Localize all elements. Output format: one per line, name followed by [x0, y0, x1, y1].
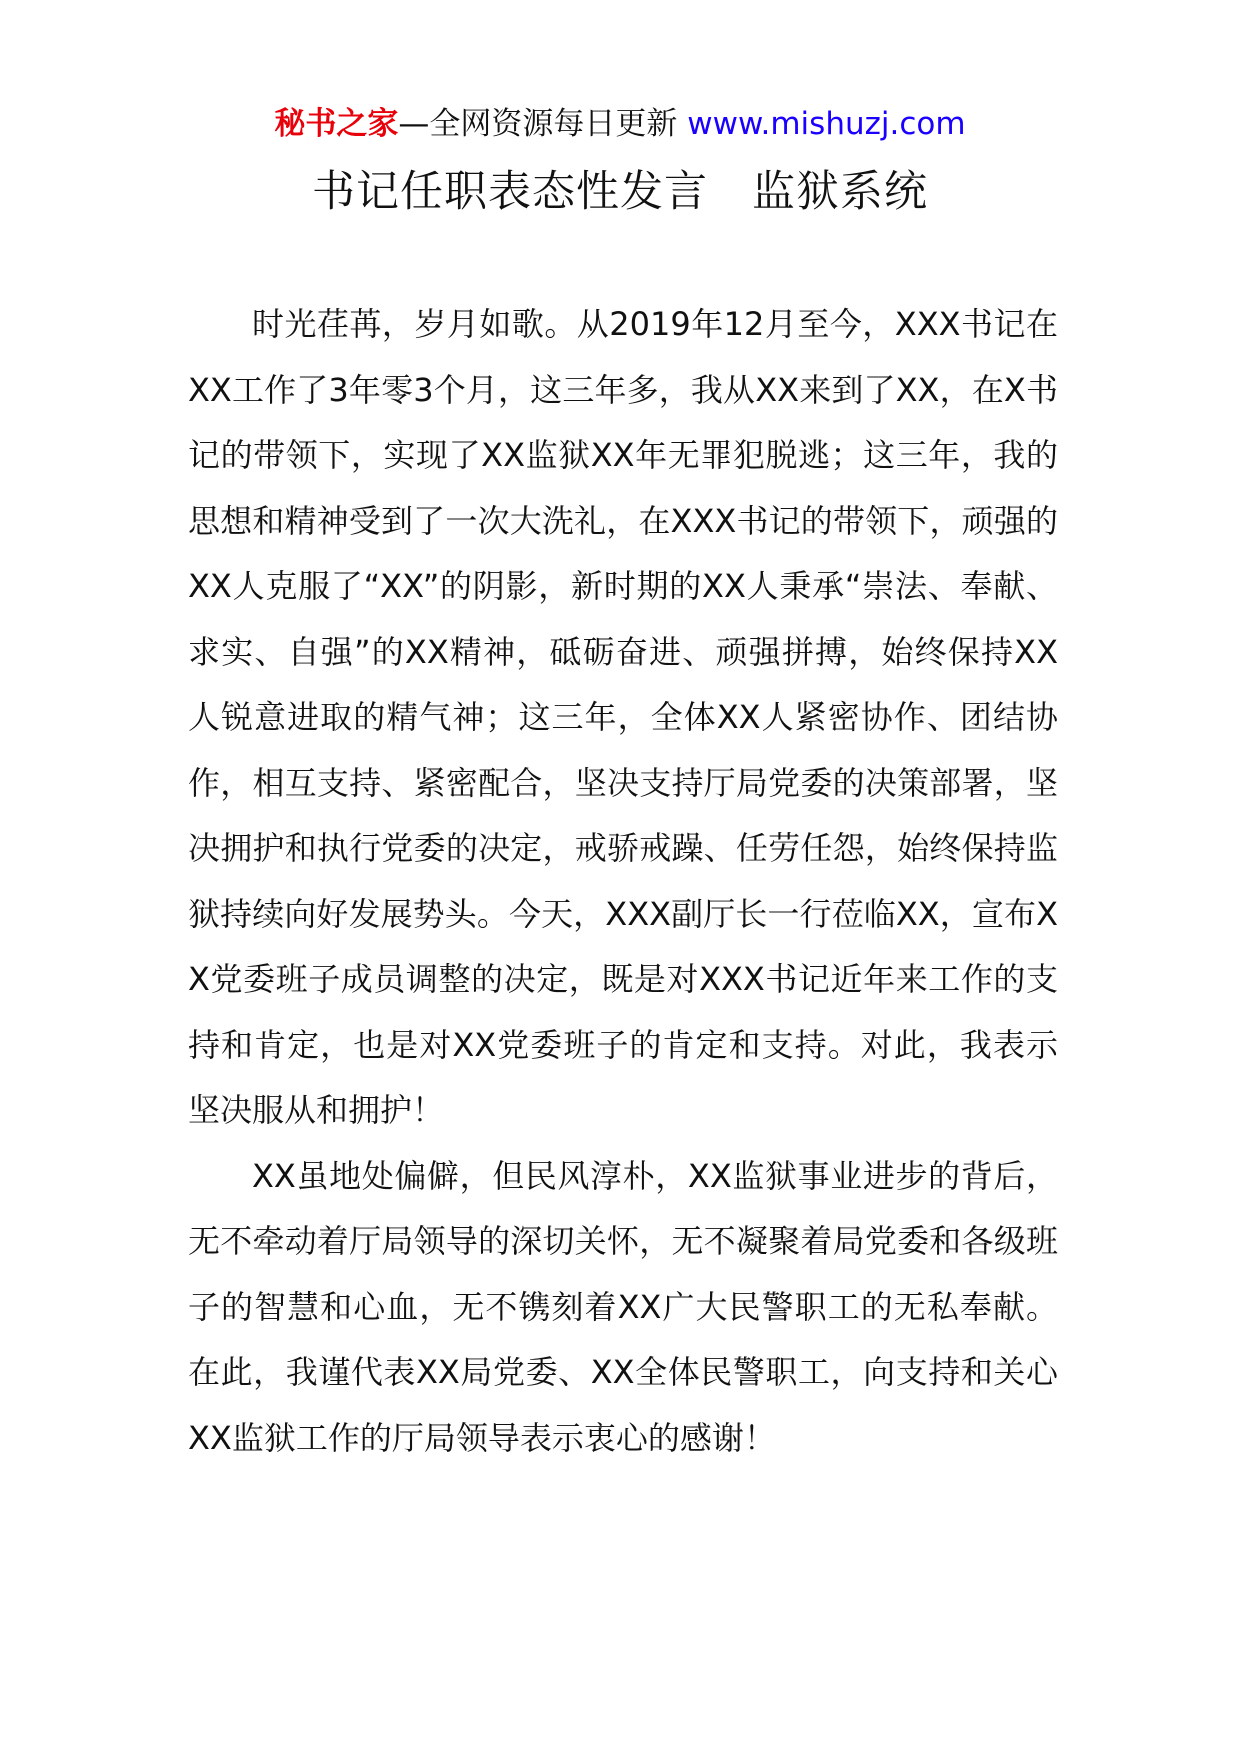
paragraph-1: 时光荏苒，岁月如歌。从2019年12月至今，XXX书记在XX工作了3年零3个月，这三年多，我从XX来到了XX，在X书记的带领下，实现了XX监狱XX年无罪犯脱逃；这三年，我的思想和精神受到了一次大洗礼，在XXX书记的带领下，顽强的XX人克服了“XX”的阴影，新时期的XX人秉承“崇法、奉献、求实、自强”的XX精神，砥砺奋进、顽强拼搏，始终保持XX人锐意进取的精气神；这三年，全体XX人紧密协作、团结协作，相互支持、紧密配合，坚决支持厅局党委的决策部署，坚决拥护和执行党委的决定，戒骄戒躁、任劳任怨，始终保持监狱持续向好发展势头。今天，XXX副厅长一行莅临XX，宣布XX党委班子成员调整的决定，既是对XXX书记近年来工作的支持和肯定，也是对XX党委班子的肯定和支持。对此，我表示坚决服从和拥护！ [188, 305, 1058, 1129]
document-title: 书记任职表态性发言 监狱系统 [312, 167, 928, 217]
site-header [0, 104, 1240, 144]
site-url-link[interactable]: www.mishuzj.com [687, 106, 966, 142]
brand-name: 秘书之家 [274, 106, 399, 142]
site-tagline: —全网资源每日更新 [398, 106, 678, 142]
paragraph-2: XX虽地处偏僻，但民风淳朴，XX监狱事业进步的背后，无不牵动着厅局领导的深切关怀，无不凝聚着局党委和各级班子的智慧和心血，无不镌刻着XX广大民警职工的无私奉献。在此，我谨代表XX局党委、XX全体民警职工，向支持和关心XX监狱工作的厅局领导表示衷心的感谢！ [188, 1156, 1058, 1457]
document-body [188, 292, 1058, 1471]
